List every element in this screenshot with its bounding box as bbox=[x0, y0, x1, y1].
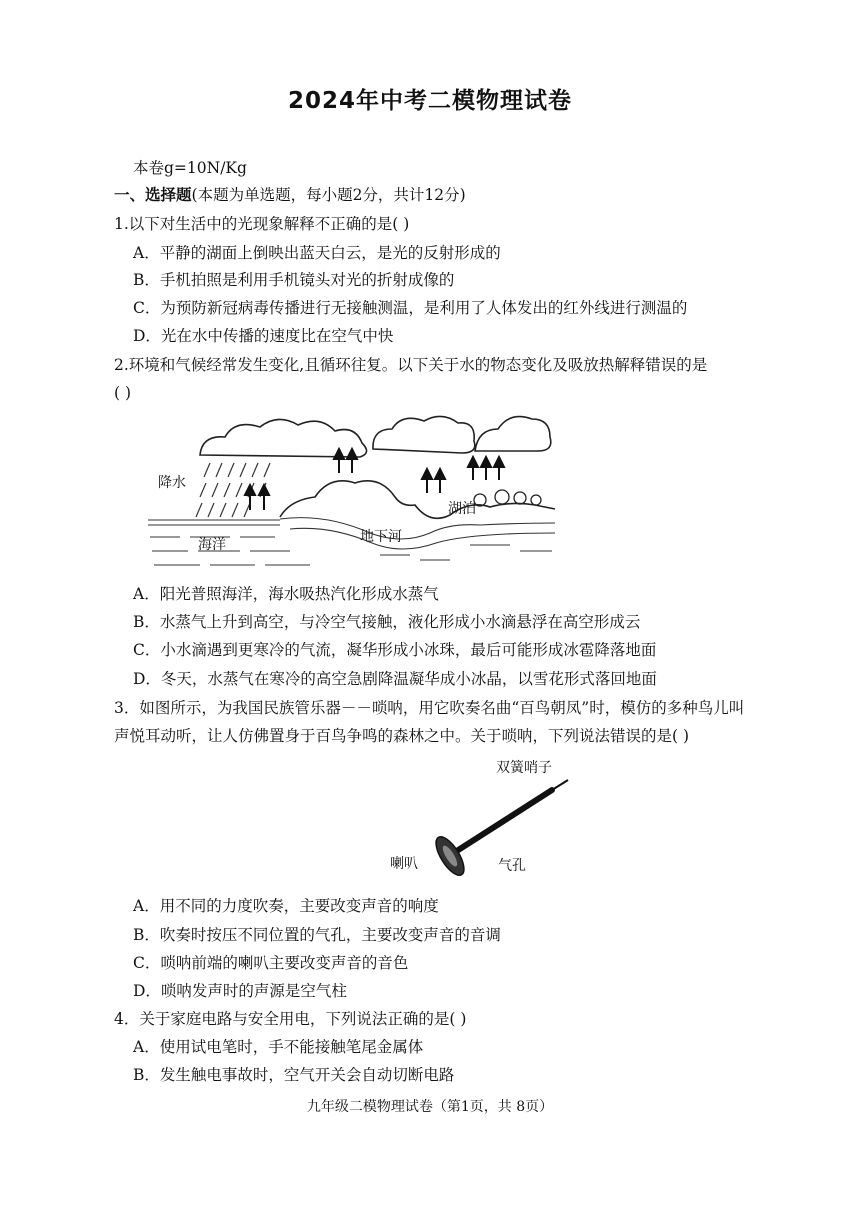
label-ocean: 海洋 bbox=[198, 537, 226, 553]
rain-streaks bbox=[196, 463, 270, 517]
question-4-stem: 4．关于家庭电路与安全用电，下列说法正确的是( ) bbox=[114, 1010, 467, 1028]
cloud-middle bbox=[373, 416, 475, 453]
question-2-option-c: C．小水滴遇到更寒冷的气流，凝华形成小冰珠，最后可能形成冰雹降落地面 bbox=[133, 641, 657, 659]
label-reed: 双簧哨子 bbox=[496, 760, 552, 776]
label-rain: 降水 bbox=[158, 475, 186, 491]
question-2-stem: 2.环境和气候经常发生变化,且循环往复。以下关于水的物态变化及吸放热解释错误的是 bbox=[114, 356, 708, 374]
label-air-hole: 气孔 bbox=[498, 858, 526, 874]
question-3-stem: 3．如图所示，为我国民族管乐器－－唢呐，用它吹奏名曲“百鸟朝凤”时，模仿的多种鸟儿叫 bbox=[114, 699, 745, 717]
question-1-stem: 1.以下对生活中的光现象解释不正确的是( ) bbox=[114, 215, 410, 233]
suona-body bbox=[452, 790, 552, 854]
section-heading bbox=[114, 185, 466, 205]
question-2-stem-paren: ( ) bbox=[114, 384, 132, 402]
water-cycle-figure bbox=[140, 405, 560, 580]
section-heading-detail: (本题为单选题，每小题2分，共计12分) bbox=[191, 186, 466, 204]
cloud-left bbox=[200, 419, 367, 457]
question-2-option-d: D．冬天，水蒸气在寒冷的高空急剧降温凝华成小冰晶，以雪花形式落回地面 bbox=[133, 670, 657, 688]
label-bell: 喇叭 bbox=[390, 856, 418, 872]
question-3-option-d: D．唢呐发声时的声源是空气柱 bbox=[133, 982, 347, 1000]
question-3-stem-line2: 声悦耳动听，让人仿佛置身于百鸟争鸣的森林之中。关于唢呐，下列说法错误的是( ) bbox=[114, 727, 690, 745]
question-2-option-a: A．阳光普照海洋，海水吸热汽化形成水蒸气 bbox=[133, 585, 439, 603]
section-heading-label: 一、选择题 bbox=[114, 185, 192, 204]
gravity-note: 本卷g=10N/Kg bbox=[133, 159, 247, 177]
question-1-option-b: B．手机拍照是利用手机镜头对光的折射成像的 bbox=[133, 271, 455, 289]
question-3-option-c: C．唢呐前端的喇叭主要改变声音的音色 bbox=[133, 954, 409, 972]
question-4-option-a: A．使用试电笔时，手不能接触笔尾金属体 bbox=[133, 1038, 424, 1056]
question-1-option-a: A．平静的湖面上倒映出蓝天白云，是光的反射形成的 bbox=[133, 244, 501, 262]
page-title: 2024年中考二模物理试卷 bbox=[287, 88, 572, 114]
question-2-option-b: B．水蒸气上升到高空，与冷空气接触，液化形成小水滴悬浮在高空形成云 bbox=[133, 613, 641, 631]
cloud-right bbox=[475, 417, 551, 451]
suona-reed bbox=[552, 780, 568, 790]
terrain-layers bbox=[280, 518, 555, 549]
label-underground-river: 地下河 bbox=[360, 529, 402, 545]
suona-figure bbox=[380, 752, 590, 887]
question-4-option-b: B．发生触电事故时，空气开关会自动切断电路 bbox=[133, 1066, 455, 1084]
label-lake: 湖泊 bbox=[448, 501, 476, 517]
page-footer: 九年级二模物理试卷（第1页，共 8页） bbox=[306, 1099, 554, 1115]
question-3-option-a: A．用不同的力度吹奏，主要改变声音的响度 bbox=[133, 897, 439, 915]
question-1-option-d: D．光在水中传播的速度比在空气中快 bbox=[133, 327, 394, 345]
question-3-option-b: B．吹奏时按压不同位置的气孔，主要改变声音的音调 bbox=[133, 926, 501, 944]
question-1-option-c: C．为预防新冠病毒传播进行无接触测温，是利用了人体发出的红外线进行测温的 bbox=[133, 299, 688, 317]
